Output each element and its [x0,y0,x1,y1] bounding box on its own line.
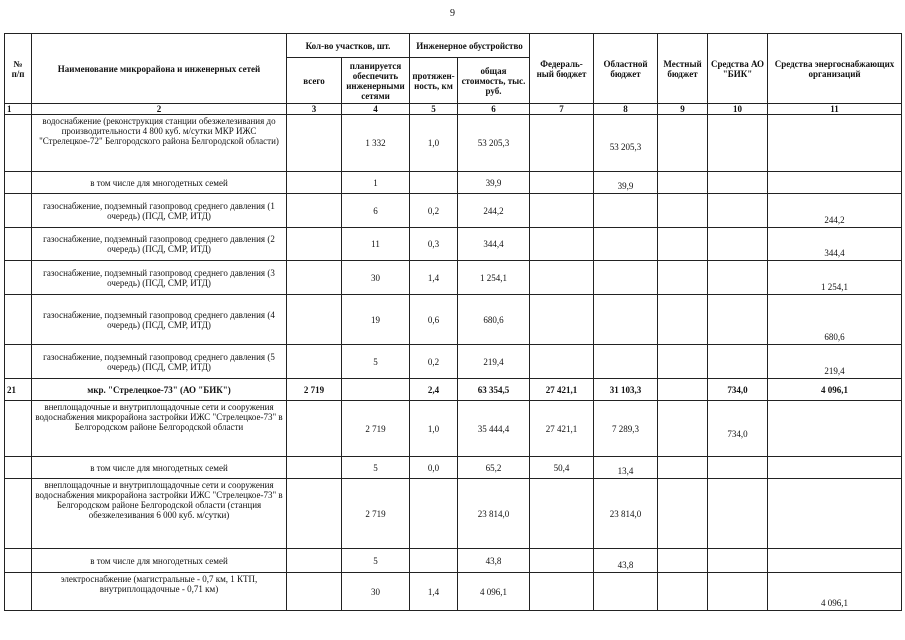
cell-total [287,295,342,345]
cell-name: газоснабжение, подземный газопровод среднего давления (4 очередь) (ПСД, СМР, ИТД) [32,295,287,345]
cell-num [5,479,32,549]
cell-energy: 4 096,1 [768,379,902,401]
cell-name: водоснабжение (реконструкция станции обезжелезивания до производительности 4 800 куб. м/сутки МКР ИЖС "Стрелецкое-72" Белгородского района Белгородской области) [32,115,287,172]
cell-regional [594,194,658,228]
cell-length: 1,4 [410,573,458,611]
cell-cost: 43,8 [458,549,530,573]
cell-local [658,549,708,573]
cell-cost: 35 444,4 [458,401,530,457]
table-row [5,261,902,295]
header-energy: Средства энергоснабжающих организаций [768,34,902,104]
cell-cost: 39,9 [458,172,530,194]
cell-bik [708,573,768,611]
cell-local [658,379,708,401]
cell-local [658,573,708,611]
column-number-row [5,104,902,115]
column-number: 7 [530,104,594,115]
cell-planned: 11 [342,228,410,261]
cell-name: электроснабжение (магистральные - 0,7 км, 1 КТП, внутриплощадочные - 0,71 км) [32,573,287,611]
cell-regional: 31 103,3 [594,379,658,401]
cell-length [410,549,458,573]
cell-total [287,115,342,172]
cell-energy [768,172,902,194]
cell-num [5,172,32,194]
cell-local [658,194,708,228]
cell-planned: 2 719 [342,479,410,549]
cell-regional: 43,8 [594,549,658,573]
cell-length: 0,3 [410,228,458,261]
cell-federal [530,549,594,573]
column-number: 10 [708,104,768,115]
column-number: 2 [32,104,287,115]
header-group-plots: Кол-во участков, шт. [287,34,410,58]
page-number: 9 [450,8,455,19]
cell-planned: 30 [342,573,410,611]
cell-bik [708,345,768,379]
header-eng-length: протяжен-ность, км [410,58,458,104]
cell-length: 2,4 [410,379,458,401]
header-regional: Областной бюджет [594,34,658,104]
cell-local [658,345,708,379]
cell-num: 21 [5,379,32,401]
cell-federal [530,345,594,379]
cell-length: 0,6 [410,295,458,345]
cell-name: в том числе для многодетных семей [32,457,287,479]
cell-total [287,457,342,479]
cell-federal [530,228,594,261]
cell-num [5,573,32,611]
cell-num [5,115,32,172]
cell-total: 2 719 [287,379,342,401]
cell-length [410,479,458,549]
cell-total [287,549,342,573]
table-row [5,479,902,549]
cell-bik [708,295,768,345]
cell-name: мкр. "Стрелецкое-73" (АО "БИК") [32,379,287,401]
cell-num [5,228,32,261]
cell-energy: 344,4 [768,228,902,261]
cell-num [5,549,32,573]
cell-bik [708,115,768,172]
cell-regional: 23 814,0 [594,479,658,549]
header-local: Местный бюджет [658,34,708,104]
cell-planned: 30 [342,261,410,295]
cell-regional [594,228,658,261]
cell-num [5,401,32,457]
cell-regional [594,345,658,379]
cell-local [658,115,708,172]
cell-length: 1,0 [410,115,458,172]
cell-federal [530,172,594,194]
header-plots-total: всего [287,58,342,104]
cell-bik: 734,0 [708,401,768,457]
cell-cost: 680,6 [458,295,530,345]
table-row [5,457,902,479]
cell-energy: 1 254,1 [768,261,902,295]
cell-local [658,172,708,194]
cell-cost: 1 254,1 [458,261,530,295]
cell-cost: 23 814,0 [458,479,530,549]
cell-planned: 1 332 [342,115,410,172]
cell-cost: 219,4 [458,345,530,379]
cell-energy: 244,2 [768,194,902,228]
cell-total [287,261,342,295]
cell-total [287,479,342,549]
cell-federal [530,573,594,611]
header-plots-planned: планируется обеспечить инженерными сетями [342,58,410,104]
cell-num [5,261,32,295]
cell-name: газоснабжение, подземный газопровод среднего давления (5 очередь) (ПСД, СМР, ИТД) [32,345,287,379]
header-federal: Федераль-ный бюджет [530,34,594,104]
cell-name: газоснабжение, подземный газопровод среднего давления (2 очередь) (ПСД, СМР, ИТД) [32,228,287,261]
column-number: 4 [342,104,410,115]
cell-length [410,172,458,194]
table-row [5,573,902,611]
cell-bik [708,172,768,194]
cell-bik [708,194,768,228]
cell-total [287,194,342,228]
table-row [5,549,902,573]
cell-energy [768,479,902,549]
cell-cost: 65,2 [458,457,530,479]
cell-regional [594,261,658,295]
cell-federal [530,115,594,172]
cell-bik [708,261,768,295]
table-row [5,172,902,194]
cell-cost: 4 096,1 [458,573,530,611]
column-number: 8 [594,104,658,115]
cell-planned: 5 [342,345,410,379]
table-row [5,295,902,345]
cell-planned: 1 [342,172,410,194]
cell-planned: 19 [342,295,410,345]
cell-total [287,228,342,261]
cell-length: 1,0 [410,401,458,457]
cell-federal: 27 421,1 [530,401,594,457]
cell-federal: 50,4 [530,457,594,479]
cell-planned: 6 [342,194,410,228]
column-number: 3 [287,104,342,115]
header-col-name: Наименование микрорайона и инженерных сетей [32,34,287,104]
table-row [5,115,902,172]
cell-bik [708,549,768,573]
cell-local [658,261,708,295]
cell-bik [708,228,768,261]
column-number: 5 [410,104,458,115]
cell-federal [530,261,594,295]
cell-planned: 2 719 [342,401,410,457]
column-number: 6 [458,104,530,115]
cell-cost: 344,4 [458,228,530,261]
column-number: 11 [768,104,902,115]
table-row [5,194,902,228]
cell-federal [530,194,594,228]
table-row [5,401,902,457]
cell-name: газоснабжение, подземный газопровод среднего давления (1 очередь) (ПСД, СМР, ИТД) [32,194,287,228]
cell-regional [594,295,658,345]
cell-federal: 27 421,1 [530,379,594,401]
cell-planned: 5 [342,457,410,479]
cell-energy: 219,4 [768,345,902,379]
cell-planned: 5 [342,549,410,573]
cell-num [5,457,32,479]
cell-regional: 39,9 [594,172,658,194]
cell-length: 1,4 [410,261,458,295]
cell-energy [768,115,902,172]
cell-federal [530,479,594,549]
cell-total [287,172,342,194]
cell-name: внеплощадочные и внутриплощадочные сети и сооружения водоснабжения микрорайона застройки ИЖС "Стрелецкое-73" в Белгородском районе Белгородской области (станция обезжелезивания 6 000 куб. м/сутки) [32,479,287,549]
cell-planned [342,379,410,401]
cell-energy [768,401,902,457]
cell-name: в том числе для многодетных семей [32,549,287,573]
header-col-num: № п/п [5,34,32,104]
cell-regional: 13,4 [594,457,658,479]
column-number: 9 [658,104,708,115]
cell-federal [530,295,594,345]
cell-total [287,573,342,611]
cell-bik [708,479,768,549]
table-row [5,345,902,379]
cell-cost: 244,2 [458,194,530,228]
header-eng-cost: общая стоимость, тыс. руб. [458,58,530,104]
cell-regional [594,573,658,611]
cell-cost: 53 205,3 [458,115,530,172]
cell-local [658,401,708,457]
column-number: 1 [5,104,32,115]
cell-energy: 4 096,1 [768,573,902,611]
cell-length: 0,2 [410,345,458,379]
cell-local [658,457,708,479]
table-row [5,228,902,261]
cell-energy [768,457,902,479]
cell-total [287,401,342,457]
cell-total [287,345,342,379]
cell-length: 0,0 [410,457,458,479]
financing-table [4,33,902,611]
cell-name: газоснабжение, подземный газопровод среднего давления (3 очередь) (ПСД, СМР, ИТД) [32,261,287,295]
cell-num [5,194,32,228]
cell-energy [768,549,902,573]
cell-bik: 734,0 [708,379,768,401]
cell-name: в том числе для многодетных семей [32,172,287,194]
cell-local [658,228,708,261]
cell-energy: 680,6 [768,295,902,345]
cell-local [658,295,708,345]
cell-bik [708,457,768,479]
cell-regional: 7 289,3 [594,401,658,457]
cell-length: 0,2 [410,194,458,228]
cell-num [5,345,32,379]
cell-local [658,479,708,549]
cell-num [5,295,32,345]
header-group-engineering: Инженерное обустройство [410,34,530,58]
header-bik: Средства АО "БИК" [708,34,768,104]
cell-regional: 53 205,3 [594,115,658,172]
table-row-summary [5,379,902,401]
cell-name: внеплощадочные и внутриплощадочные сети и сооружения водоснабжения микрорайона застройки ИЖС "Стрелецкое-73" в Белгородском районе Белгородской области [32,401,287,457]
cell-cost: 63 354,5 [458,379,530,401]
